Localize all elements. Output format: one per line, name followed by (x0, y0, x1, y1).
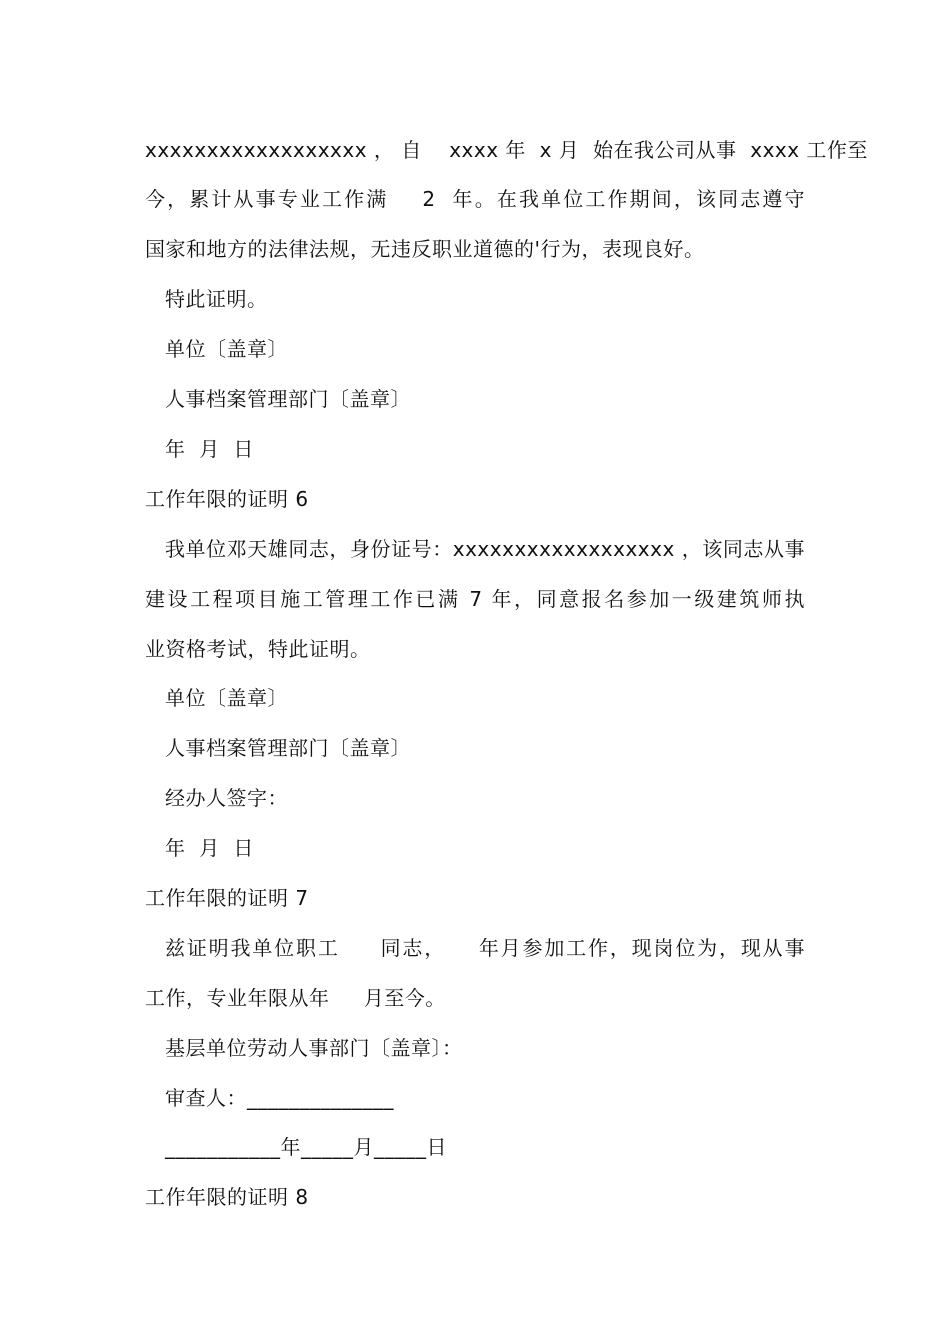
text-line: xxxxxxxxxxxxxxxxxx ， 自 xxxx 年 x 月 始在我公司从事 xxxx 工作至 (145, 138, 868, 162)
text-line: 单位〔盖章〕 (165, 337, 288, 361)
text-line: 业资格考试，特此证明。 (145, 637, 371, 661)
text-line: 基层单位劳动人事部门〔盖章〕： (165, 1036, 463, 1060)
text-line: 年 月 日 (165, 836, 254, 860)
text-line: 国家和地方的法律法规，无违反职业道德的'行为，表现良好。 (145, 237, 705, 261)
section-heading: 工作年限的证明 6 (145, 487, 309, 511)
text-line: 特此证明。 (165, 287, 268, 311)
text-line: 兹证明我单位职工 同志， 年月参加工作，现岗位为，现从事 (165, 936, 805, 960)
text-line: 我单位邓天雄同志，身份证号：xxxxxxxxxxxxxxxxxx ，该同志从事 (165, 537, 805, 561)
text-line: 今，累计从事专业工作满 2 年。在我单位工作期间，该同志遵守 (145, 187, 805, 211)
section-heading: 工作年限的证明 7 (145, 886, 309, 910)
section-heading: 工作年限的证明 8 (145, 1185, 309, 1209)
text-line: 工作，专业年限从年 月至今。 (145, 986, 446, 1010)
text-line: 人事档案管理部门〔盖章〕 (165, 736, 411, 760)
text-line: 建设工程项目施工管理工作已满 7 年，同意报名参加一级建筑师执 (145, 587, 805, 611)
text-line: 经办人签字： (165, 786, 288, 810)
text-line: 审查人：______________ (165, 1086, 394, 1110)
text-line: ___________年_____月_____日 (165, 1135, 447, 1159)
text-line: 单位〔盖章〕 (165, 686, 288, 710)
text-line: 人事档案管理部门〔盖章〕 (165, 387, 411, 411)
text-line: 年 月 日 (165, 437, 254, 461)
